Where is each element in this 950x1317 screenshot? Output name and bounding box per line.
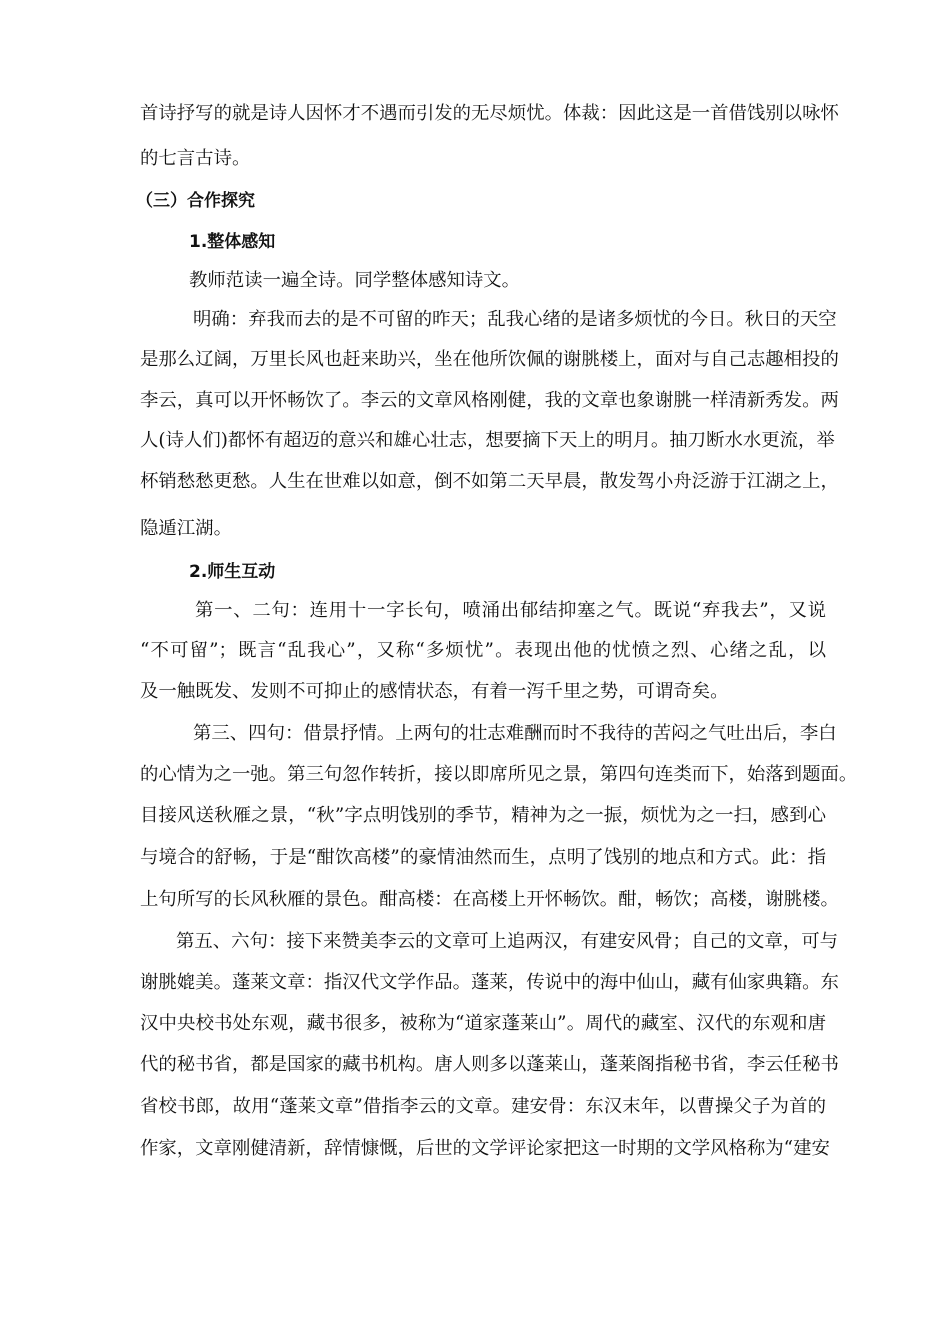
text-line: 杯销愁愁更愁。人生在世难以如意，倒不如第二天早晨，散发驾小舟泛游于江湖之上， xyxy=(140,471,839,492)
text-line: 省校书郎，故用“蓬莱文章”借指李云的文章。建安骨：东汉末年，以曹操父子为首的 xyxy=(140,1096,826,1117)
text-line: 上句所写的长风秋雁的景色。酣高楼：在高楼上开怀畅饮。酣，畅饮；高楼，谢朓楼。 xyxy=(140,889,839,910)
subsection-heading: 1.整体感知 xyxy=(189,232,276,252)
subsection-heading: 2.师生互动 xyxy=(189,562,276,582)
text-line: 教师范读一遍全诗。同学整体感知诗文。 xyxy=(189,270,521,291)
text-line: 第三、四句：借景抒情。上两句的壮志难酬而时不我待的苦闷之气吐出后，李白 xyxy=(193,723,837,744)
text-line: 作家，文章刚健清新，辞情慷慨，后世的文学评论家把这一时期的文学风格称为“建安 xyxy=(140,1138,830,1159)
text-line: 目接风送秋雁之景，“秋”字点明饯别的季节，精神为之一振，烦忧为之一扫，感到心 xyxy=(140,805,826,826)
text-line: 第一、二句：连用十一字长句，喷涌出郁结抑塞之气。既说“弃我去”，又说 xyxy=(195,600,826,621)
text-line: 的心情为之一弛。第三句忽作转折，接以即席所见之景，第四句连类而下，始落到题面。 xyxy=(140,764,858,785)
section-heading: （三）合作探究 xyxy=(136,191,255,211)
text-line: 是那么辽阔，万里长风也赶来助兴，坐在他所饮佩的谢朓楼上，面对与自己志趣相投的 xyxy=(140,349,839,370)
text-line: 的七言古诗。 xyxy=(140,148,251,169)
text-line: 人(诗人们)都怀有超迈的意兴和雄心壮志，想要摘下天上的明月。抽刀断水水更流，举 xyxy=(140,430,835,451)
text-line: 第五、六句：接下来赞美李云的文章可上追两汉，有建安风骨；自己的文章，可与 xyxy=(176,931,839,952)
text-line: 及一触既发、发则不可抑止的感情状态，有着一泻千里之势，可谓奇矣。 xyxy=(140,681,729,702)
text-line: 代的秘书省，都是国家的藏书机构。唐人则多以蓬莱山，蓬莱阁指秘书省，李云任秘书 xyxy=(140,1054,839,1075)
text-line: 谢朓媲美。蓬莱文章：指汉代文学作品。蓬莱，传说中的海中仙山，藏有仙家典籍。东 xyxy=(140,972,839,993)
text-line: 明确：弃我而去的是不可留的昨天；乱我心绪的是诸多烦忧的今日。秋日的天空 xyxy=(193,309,837,330)
text-line: 与境合的舒畅，于是“酣饮高楼”的豪情油然而生，点明了饯别的地点和方式。此：指 xyxy=(140,847,826,868)
text-line: 汉中央校书处东观，藏书很多，被称为“道家蓬莱山”。周代的藏室、汉代的东观和唐 xyxy=(140,1013,826,1034)
text-line: “不可留”；既言“乱我心”，又称“多烦忧”。表现出他的忧愤之烈、心绪之乱，以 xyxy=(140,640,826,661)
text-line: 隐遁江湖。 xyxy=(140,518,232,539)
text-line: 首诗抒写的就是诗人因怀才不遇而引发的无尽烦忧。体裁：因此这是一首借饯别以咏怀 xyxy=(140,103,839,124)
text-line: 李云，真可以开怀畅饮了。李云的文章风格刚健，我的文章也象谢朓一样清新秀发。两 xyxy=(140,390,839,411)
